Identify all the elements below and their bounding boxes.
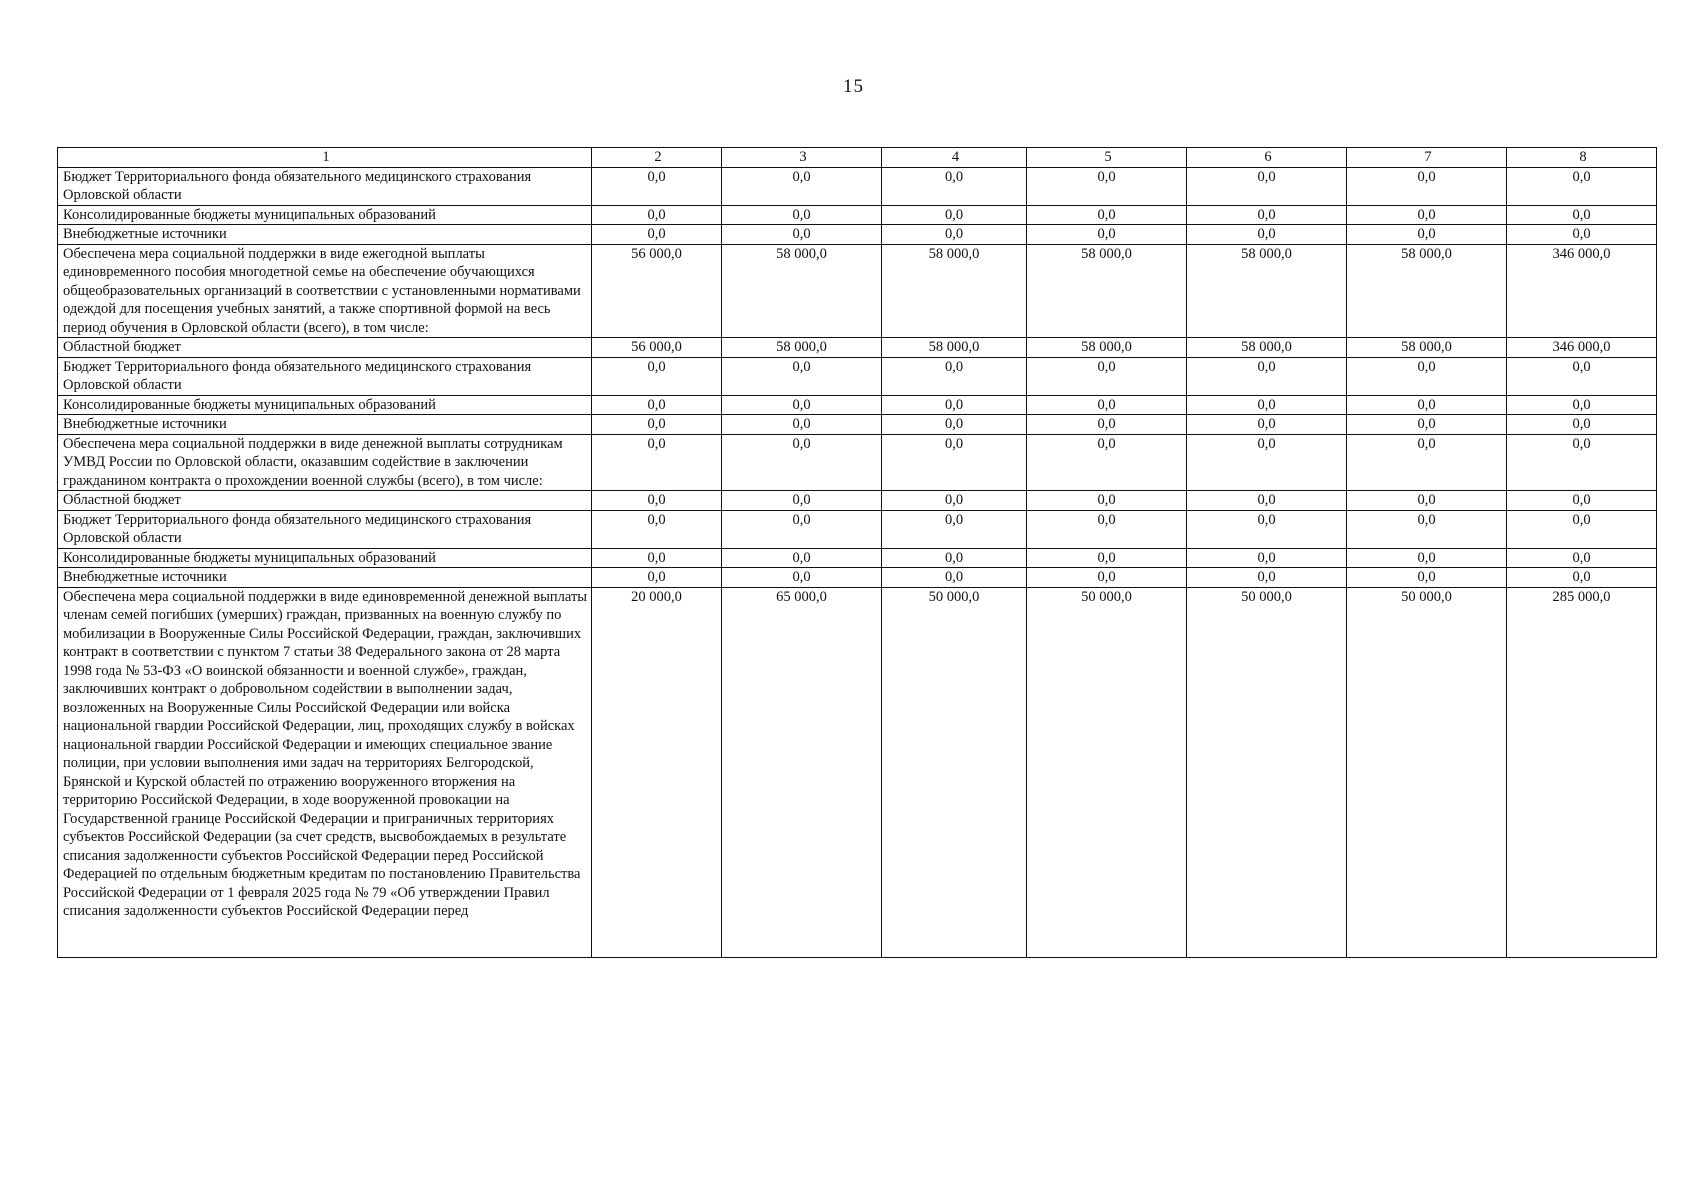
value-cell: 0,0 (1027, 568, 1187, 588)
value-cell: 0,0 (882, 568, 1027, 588)
value-cell: 0,0 (1187, 395, 1347, 415)
value-cell: 0,0 (722, 225, 882, 245)
table-row (58, 225, 1657, 245)
value-cell: 0,0 (1347, 568, 1507, 588)
value-cell: 0,0 (722, 357, 882, 395)
table-row (58, 244, 1657, 338)
table-row (58, 548, 1657, 568)
value-cell: 58 000,0 (1187, 338, 1347, 358)
table-row (58, 338, 1657, 358)
value-cell: 0,0 (1187, 205, 1347, 225)
value-cell: 58 000,0 (722, 338, 882, 358)
value-cell: 0,0 (1507, 491, 1657, 511)
value-cell: 0,0 (1027, 491, 1187, 511)
value-cell: 0,0 (1187, 568, 1347, 588)
row-label: Внебюджетные источники (58, 225, 592, 245)
value-cell: 0,0 (592, 491, 722, 511)
value-cell: 0,0 (1347, 548, 1507, 568)
value-cell: 0,0 (722, 167, 882, 205)
value-cell: 0,0 (1347, 510, 1507, 548)
value-cell: 0,0 (1187, 548, 1347, 568)
value-cell: 0,0 (1347, 167, 1507, 205)
value-cell: 50 000,0 (882, 587, 1027, 957)
value-cell: 0,0 (592, 357, 722, 395)
header-cell: 4 (882, 148, 1027, 168)
header-cell: 3 (722, 148, 882, 168)
table-row (58, 357, 1657, 395)
value-cell: 0,0 (1507, 167, 1657, 205)
value-cell: 58 000,0 (1187, 244, 1347, 338)
value-cell: 0,0 (1507, 434, 1657, 491)
value-cell: 346 000,0 (1507, 338, 1657, 358)
value-cell: 0,0 (1347, 434, 1507, 491)
value-cell: 0,0 (1507, 395, 1657, 415)
value-cell: 0,0 (882, 205, 1027, 225)
header-row (58, 148, 1657, 168)
value-cell: 20 000,0 (592, 587, 722, 957)
value-cell: 0,0 (882, 167, 1027, 205)
value-cell: 0,0 (1507, 205, 1657, 225)
value-cell: 0,0 (882, 415, 1027, 435)
value-cell: 0,0 (1187, 491, 1347, 511)
header-cell: 6 (1187, 148, 1347, 168)
row-label: Бюджет Территориального фонда обязательного медицинского страхования Орловской области (58, 167, 592, 205)
value-cell: 0,0 (1187, 434, 1347, 491)
value-cell: 56 000,0 (592, 338, 722, 358)
value-cell: 0,0 (1187, 225, 1347, 245)
value-cell: 0,0 (1027, 205, 1187, 225)
value-cell: 0,0 (592, 510, 722, 548)
value-cell: 0,0 (1347, 491, 1507, 511)
value-cell: 0,0 (1027, 395, 1187, 415)
value-cell: 346 000,0 (1507, 244, 1657, 338)
value-cell: 0,0 (1507, 548, 1657, 568)
table-row (58, 395, 1657, 415)
row-label: Внебюджетные источники (58, 568, 592, 588)
table-row (58, 205, 1657, 225)
value-cell: 0,0 (592, 548, 722, 568)
row-label: Бюджет Территориального фонда обязательного медицинского страхования Орловской области (58, 510, 592, 548)
table-row (58, 415, 1657, 435)
value-cell: 285 000,0 (1507, 587, 1657, 957)
value-cell: 0,0 (1027, 434, 1187, 491)
row-label: Консолидированные бюджеты муниципальных образований (58, 548, 592, 568)
value-cell: 0,0 (722, 205, 882, 225)
header-cell: 5 (1027, 148, 1187, 168)
value-cell: 0,0 (1507, 415, 1657, 435)
value-cell: 50 000,0 (1347, 587, 1507, 957)
value-cell: 0,0 (1027, 225, 1187, 245)
value-cell: 0,0 (592, 415, 722, 435)
value-cell: 0,0 (1187, 510, 1347, 548)
value-cell: 0,0 (722, 548, 882, 568)
value-cell: 0,0 (1027, 415, 1187, 435)
value-cell: 0,0 (1507, 357, 1657, 395)
value-cell: 0,0 (722, 395, 882, 415)
row-label: Обеспечена мера социальной поддержки в виде денежной выплаты сотрудникам УМВД России по Орловской области, оказавшим содействие в заключении гражданином контракта о прохождении военной службы (всего), в том числе: (58, 434, 592, 491)
row-label: Областной бюджет (58, 491, 592, 511)
value-cell: 50 000,0 (1027, 587, 1187, 957)
value-cell: 58 000,0 (1347, 244, 1507, 338)
row-label: Внебюджетные источники (58, 415, 592, 435)
value-cell: 0,0 (1507, 568, 1657, 588)
budget-table (57, 147, 1657, 958)
value-cell: 0,0 (882, 434, 1027, 491)
table-row (58, 491, 1657, 511)
value-cell: 0,0 (882, 225, 1027, 245)
value-cell: 0,0 (1347, 357, 1507, 395)
value-cell: 56 000,0 (592, 244, 722, 338)
header-cell: 7 (1347, 148, 1507, 168)
value-cell: 0,0 (722, 434, 882, 491)
row-label: Обеспечена мера социальной поддержки в виде ежегодной выплаты единовременного пособия многодетной семье на обеспечение обучающихся общеобразовательных организаций в соответствии с установленными нормативами одеждой для посещения учебных занятий, а также спортивной формой на весь период обучения в Орловской области (всего), в том числе: (58, 244, 592, 338)
value-cell: 0,0 (722, 510, 882, 548)
value-cell: 0,0 (592, 434, 722, 491)
table-row (58, 167, 1657, 205)
value-cell: 58 000,0 (722, 244, 882, 338)
value-cell: 0,0 (1347, 395, 1507, 415)
value-cell: 65 000,0 (722, 587, 882, 957)
table-body (58, 148, 1657, 958)
value-cell: 0,0 (1187, 415, 1347, 435)
table-row (58, 510, 1657, 548)
value-cell: 0,0 (1347, 415, 1507, 435)
value-cell: 0,0 (1187, 357, 1347, 395)
value-cell: 0,0 (882, 491, 1027, 511)
row-label: Консолидированные бюджеты муниципальных образований (58, 205, 592, 225)
value-cell: 0,0 (882, 510, 1027, 548)
value-cell: 0,0 (882, 395, 1027, 415)
value-cell: 0,0 (1347, 225, 1507, 245)
value-cell: 0,0 (722, 491, 882, 511)
value-cell: 58 000,0 (1347, 338, 1507, 358)
value-cell: 0,0 (592, 568, 722, 588)
value-cell: 0,0 (1507, 510, 1657, 548)
value-cell: 0,0 (882, 357, 1027, 395)
value-cell: 0,0 (592, 167, 722, 205)
table-row (58, 568, 1657, 588)
value-cell: 58 000,0 (882, 244, 1027, 338)
value-cell: 0,0 (1027, 510, 1187, 548)
table-row (58, 587, 1657, 957)
value-cell: 0,0 (722, 568, 882, 588)
row-label: Бюджет Территориального фонда обязательного медицинского страхования Орловской области (58, 357, 592, 395)
value-cell: 58 000,0 (1027, 244, 1187, 338)
header-cell: 8 (1507, 148, 1657, 168)
value-cell: 58 000,0 (882, 338, 1027, 358)
value-cell: 0,0 (722, 415, 882, 435)
page-number: 15 (843, 76, 864, 97)
row-label: Обеспечена мера социальной поддержки в виде единовременной денежной выплаты членам семей погибших (умерших) граждан, призванных на военную службу по мобилизации в Вооруженные Силы Российской Федерации, граждан, заключивших контракт в соответствии с пунктом 7 статьи 38 Федерального закона от 28 марта 1998 года № 53-ФЗ «О воинской обязанности и военной службе», граждан, заключивших контракт о добровольном содействии в выполнении задач, возложенных на Вооруженные Силы Российской Федерации или войска национальной гвардии Российской Федерации, лиц, проходящих службу в войсках национальной гвардии Российской Федерации и имеющих специальное звание полиции, при условии выполнения ими задач на территориях Белгородской, Брянской и Курской областей по отражению вооруженного вторжения на территорию Российской Федерации, в ходе вооруженной провокации на Государственной границе Российской Федерации и приграничных территориях субъектов Российской Федерации (за счет средств, высвобождаемых в результате списания задолженности субъектов Российской Федерации перед Российской Федерацией по отдельным бюджетным кредитам по постановлению Правительства Российской Федерации от 1 февраля 2025 года № 79 «Об утверждении Правил списания задолженности субъектов Российской Федерации перед (58, 587, 592, 957)
table-row (58, 434, 1657, 491)
value-cell: 0,0 (1027, 167, 1187, 205)
value-cell: 0,0 (1347, 205, 1507, 225)
value-cell: 0,0 (1027, 548, 1187, 568)
header-cell: 1 (58, 148, 592, 168)
header-cell: 2 (592, 148, 722, 168)
row-label: Областной бюджет (58, 338, 592, 358)
value-cell: 0,0 (592, 205, 722, 225)
value-cell: 0,0 (592, 395, 722, 415)
value-cell: 0,0 (1027, 357, 1187, 395)
value-cell: 0,0 (882, 548, 1027, 568)
value-cell: 0,0 (1187, 167, 1347, 205)
value-cell: 0,0 (592, 225, 722, 245)
value-cell: 58 000,0 (1027, 338, 1187, 358)
row-label: Консолидированные бюджеты муниципальных образований (58, 395, 592, 415)
value-cell: 0,0 (1507, 225, 1657, 245)
value-cell: 50 000,0 (1187, 587, 1347, 957)
